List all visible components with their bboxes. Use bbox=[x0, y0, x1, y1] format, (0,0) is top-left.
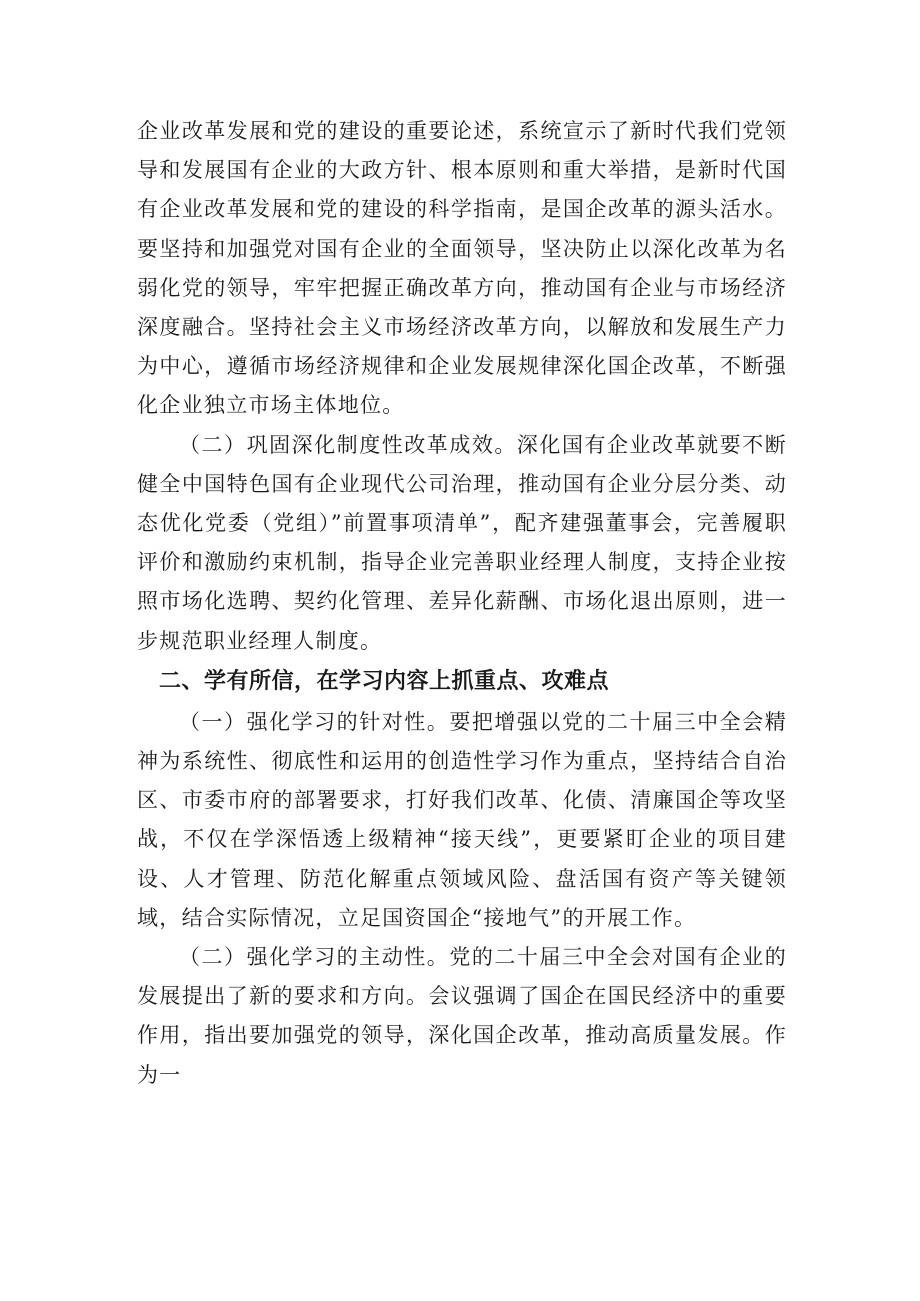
body-paragraph-study-targeting: （一）强化学习的针对性。要把增强以党的二十届三中全会精神为系统性、彻底性和运用的创造性学习作为重点，坚持结合自治区、市委市府的部署要求，打好我们改革、化债、清廉国企等攻坚战，不仅在学深悟透上级精神“接天线”，更要紧盯企业的项目建设、人才管理、防范化解重点领域风险、盘活国有资产等关键领域，结合实际情况，立足国资国企“接地气”的开展工作。 bbox=[137, 709, 787, 930]
body-paragraph-study-initiative: （二）强化学习的主动性。党的二十届三中全会对国有企业的发展提出了新的要求和方向。会议强调了国企在国民经济中的重要作用，指出要加强党的领导，深化国企改革，推动高质量发展。作为一 bbox=[137, 945, 787, 1087]
body-paragraph-institutional-reform: （二）巩固深化制度性改革成效。深化国有企业改革就要不断健全中国特色国有企业现代公司治理，推动国有企业分层分类、动态优化党委（党组）”前置事项清单”，配齐建强董事会，完善履职评价和激励约束机制，指导企业完善职业经理人制度，支持企业按照市场化选聘、契约化管理、差异化薪酬、市场化退出原则，进一步规范职业经理人制度。 bbox=[137, 432, 787, 653]
body-paragraph-continuation: 企业改革发展和党的建设的重要论述，系统宣示了新时代我们党领导和发展国有企业的大政方针、根本原则和重大举措，是新时代国有企业改革发展和党的建设的科学指南，是国企改革的源头活水。要坚持和加强党对国有企业的全面领导，坚决防止以深化改革为名弱化党的领导，牢牢把握正确改革方向，推动国有企业与市场经济深度融合。坚持社会主义市场经济改革方向，以解放和发展生产力为中心，遵循市场经济规律和企业发展规律深化国企改革，不断强化企业独立市场主体地位。 bbox=[137, 119, 787, 418]
document-body bbox=[137, 112, 787, 1095]
section-heading-two: 二、学有所信，在学习内容上抓重点、攻难点 bbox=[159, 668, 610, 694]
